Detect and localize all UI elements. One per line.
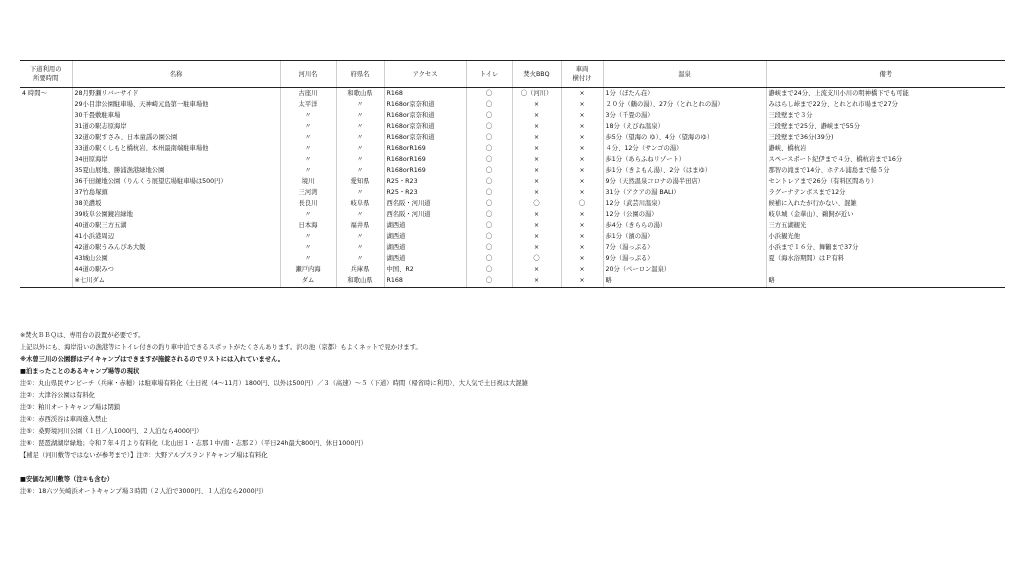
table-row: [20, 254, 1005, 265]
river-cell: 日本海: [280, 221, 336, 232]
access-cell: R25・R23: [384, 188, 466, 199]
river-cell: ダム: [280, 276, 336, 288]
river-cell: 〃: [280, 122, 336, 133]
car-cell: ×: [561, 243, 603, 254]
time-cell: [20, 221, 72, 232]
access-cell: R168: [384, 276, 466, 288]
access-cell: R168orR169: [384, 144, 466, 155]
access-cell: R168: [384, 88, 466, 101]
toilet-cell: 〇: [466, 111, 512, 122]
onsen-cell: 略: [603, 276, 766, 288]
note-line: 注②：大津谷公園は有料化: [20, 392, 95, 399]
onsen-cell: 20分（ベーロン温泉）: [603, 265, 766, 276]
access-cell: R168or京奈和道: [384, 111, 466, 122]
prefecture-cell: 〃: [336, 144, 384, 155]
time-cell: [20, 166, 72, 177]
toilet-cell: 〇: [466, 243, 512, 254]
river-cell: 〃: [280, 166, 336, 177]
car-cell: ×: [561, 100, 603, 111]
toilet-cell: 〇: [466, 133, 512, 144]
car-cell: ×: [561, 210, 603, 221]
river-cell: 境川: [280, 177, 336, 188]
notes-cell: 略: [766, 276, 1005, 288]
onsen-cell: 3分（千畳の湯）: [603, 111, 766, 122]
time-cell: [20, 232, 72, 243]
prefecture-cell: 〃: [336, 210, 384, 221]
prefecture-cell: 〃: [336, 166, 384, 177]
river-cell: 〃: [280, 111, 336, 122]
name-cell: ※七川ダム: [72, 276, 280, 288]
notes-cell: スペースポート紀伊まで４分、橋杭岩まで16分: [766, 155, 1005, 166]
onsen-cell: 歩1分（きよもん湯）、2分（はまゆ）: [603, 166, 766, 177]
header-onsen: 温泉: [603, 61, 766, 88]
toilet-cell: 〇: [466, 232, 512, 243]
onsen-cell: 歩1分（濱の湯）: [603, 232, 766, 243]
prefecture-cell: 〃: [336, 100, 384, 111]
bbq-cell: ×: [512, 276, 561, 288]
bbq-cell: 〇: [512, 199, 561, 210]
spreadsheet: [20, 60, 1005, 288]
toilet-cell: 〇: [466, 144, 512, 155]
river-cell: 〃: [280, 232, 336, 243]
onsen-cell: 12分（武芸川温泉）: [603, 199, 766, 210]
toilet-cell: 〇: [466, 166, 512, 177]
table-row: [20, 155, 1005, 166]
notes-cell: みはらし峠まで22分、とれとれ市場まで27分: [766, 100, 1005, 111]
access-cell: 中国、R2: [384, 265, 466, 276]
access-cell: R168orR169: [384, 155, 466, 166]
table-row: [20, 88, 1005, 101]
bbq-cell: ×: [512, 122, 561, 133]
name-cell: 37竹島塚頭: [72, 188, 280, 199]
time-cell: [20, 133, 72, 144]
name-cell: 34田原海岸: [72, 155, 280, 166]
onsen-cell: 1分（ぼたん荘）: [603, 88, 766, 101]
note-line: ■安価な河川敷等（注①も含む）: [20, 476, 114, 483]
river-cell: 〃: [280, 254, 336, 265]
river-cell: 〃: [280, 144, 336, 155]
access-cell: R25・R23: [384, 177, 466, 188]
name-cell: 30千畳敷駐車場: [72, 111, 280, 122]
prefecture-cell: 和歌山県: [336, 88, 384, 101]
bbq-cell: ×: [512, 188, 561, 199]
bbq-cell: ×: [512, 177, 561, 188]
river-cell: 〃: [280, 155, 336, 166]
notes-cell: ラグーナテンボスまで12分: [766, 188, 1005, 199]
access-cell: 湖西道: [384, 243, 466, 254]
note-line: 注③：粕川オートキャンプ場は閉鎖: [20, 404, 121, 411]
car-cell: ×: [561, 265, 603, 276]
note-line: 注⑧：18六ツ矢崎浜オートキャンプ場３時間（２人泊で3000円、１人泊なら2000円）: [20, 488, 268, 495]
prefecture-cell: 兵庫県: [336, 265, 384, 276]
header-car: 車両 横付け: [561, 61, 603, 88]
time-cell: [20, 100, 72, 111]
river-cell: 三河湾: [280, 188, 336, 199]
bbq-cell: ×: [512, 243, 561, 254]
bbq-cell: ×: [512, 166, 561, 177]
car-cell: ×: [561, 188, 603, 199]
time-cell: [20, 276, 72, 288]
table-row: [20, 144, 1005, 155]
notes-cell: 三段壁まで25分、瀞峡まで55分: [766, 122, 1005, 133]
note-line: 注⑤：桑野境河川公園（１日／人1000円、２人泊なら4000円）: [20, 428, 203, 435]
bbq-cell: 〇: [512, 254, 561, 265]
toilet-cell: 〇: [466, 88, 512, 101]
prefecture-cell: 愛知県: [336, 177, 384, 188]
car-cell: ×: [561, 166, 603, 177]
name-cell: 35夏山展地、勝浦漁港緑地公園: [72, 166, 280, 177]
name-cell: 28月野瀬リバーサイド: [72, 88, 280, 101]
name-cell: 43城山公園: [72, 254, 280, 265]
car-cell: ×: [561, 254, 603, 265]
time-cell: [20, 188, 72, 199]
note-line: 【補足（河川敷等ではないが参考まで）】注⑦：大野アルプスランドキャンプ場は有料化: [20, 452, 268, 459]
table-row: [20, 188, 1005, 199]
onsen-cell: 31分（アクアの湯 BALI）: [603, 188, 766, 199]
toilet-cell: 〇: [466, 188, 512, 199]
header-toilet: トイレ: [466, 61, 512, 88]
access-cell: 湖西道: [384, 221, 466, 232]
prefecture-cell: 〃: [336, 254, 384, 265]
note-line: ■泊まったことのあるキャンプ場等の現状: [20, 368, 140, 375]
toilet-cell: 〇: [466, 276, 512, 288]
prefecture-cell: 福井県: [336, 221, 384, 232]
name-cell: 32道の駅すさみ、日本童謡の園公園: [72, 133, 280, 144]
header-bbq: 焚火BBQ: [512, 61, 561, 88]
car-cell: ×: [561, 221, 603, 232]
notes-cell: [766, 265, 1005, 276]
onsen-cell: 18分（えびね温泉）: [603, 122, 766, 133]
bbq-cell: ×: [512, 232, 561, 243]
onsen-cell: 12分（公園の湯）: [603, 210, 766, 221]
header-notes: 備考: [766, 61, 1005, 88]
time-cell: [20, 265, 72, 276]
onsen-cell: 9分（湯っぷる）: [603, 254, 766, 265]
bbq-cell: ×: [512, 133, 561, 144]
toilet-cell: 〇: [466, 221, 512, 232]
header-prefecture: 府県名: [336, 61, 384, 88]
name-cell: 44道の駅みつ: [72, 265, 280, 276]
car-cell: ×: [561, 88, 603, 101]
toilet-cell: 〇: [466, 199, 512, 210]
name-cell: 38美濃坂: [72, 199, 280, 210]
river-cell: 太平洋: [280, 100, 336, 111]
toilet-cell: 〇: [466, 210, 512, 221]
toilet-cell: 〇: [466, 254, 512, 265]
prefecture-cell: 〃: [336, 122, 384, 133]
car-cell: ×: [561, 144, 603, 155]
time-cell: [20, 155, 72, 166]
notes-cell: 那智の滝まで14分、ホテル浦島まで船５分: [766, 166, 1005, 177]
header-access: アクセス: [384, 61, 466, 88]
name-cell: 41小浜港周辺: [72, 232, 280, 243]
car-cell: ×: [561, 111, 603, 122]
access-cell: R168or京奈和道: [384, 100, 466, 111]
onsen-cell: 9分（天然温泉コロナの湯半田店）: [603, 177, 766, 188]
access-cell: 湖西道: [384, 232, 466, 243]
notes-cell: 瀞峡まで24分、上流支川小川の明神橋下でも可能: [766, 88, 1005, 101]
toilet-cell: 〇: [466, 155, 512, 166]
note-line: 注④：赤西渓谷は車両進入禁止: [20, 416, 108, 423]
bbq-cell: ×: [512, 100, 561, 111]
notes-cell: 瀞峡、橋杭岩: [766, 144, 1005, 155]
note-line: 注⑥：琵琶湖湖岸緑地；令和７年４月より有料化（北山田１・志那１中/南・志那２）（平日24h最大800円、休日1000円）: [20, 440, 367, 447]
car-cell: ×: [561, 232, 603, 243]
table-row: [20, 221, 1005, 232]
notes-cell: 夏（海水浴期間）はＰ有料: [766, 254, 1005, 265]
notes-cell: 候補に入れたが行かない、混雑: [766, 199, 1005, 210]
table-row: [20, 100, 1005, 111]
campsite-table: [20, 60, 1005, 288]
bbq-cell: ×: [512, 265, 561, 276]
bbq-cell: ×: [512, 210, 561, 221]
notes-section: [20, 330, 1005, 498]
river-cell: 長良川: [280, 199, 336, 210]
bbq-cell: 〇（河川）: [512, 88, 561, 101]
time-cell: [20, 111, 72, 122]
river-cell: 古座川: [280, 88, 336, 101]
time-cell: 4 時間〜: [22, 90, 47, 98]
name-cell: 36千田鏡地公園（りんくう展望広場駐車場は500円）: [72, 177, 280, 188]
notes-cell: 三段壁まで36分(39分): [766, 133, 1005, 144]
header-row: [20, 61, 1005, 88]
time-cell: [20, 122, 72, 133]
notes-cell: 三段壁まで３分: [766, 111, 1005, 122]
prefecture-cell: 和歌山県: [336, 276, 384, 288]
prefecture-cell: 〃: [336, 188, 384, 199]
notes-cell: 小浜観光他: [766, 232, 1005, 243]
prefecture-cell: 〃: [336, 111, 384, 122]
table-row: [20, 166, 1005, 177]
access-cell: R168or京奈和道: [384, 122, 466, 133]
car-cell: ×: [561, 276, 603, 288]
table-row: [20, 265, 1005, 276]
time-cell: [20, 243, 72, 254]
toilet-cell: 〇: [466, 265, 512, 276]
table-row: [20, 199, 1005, 210]
onsen-cell: 7分（湯っぷる）: [603, 243, 766, 254]
header-river: 河川名: [280, 61, 336, 88]
time-cell: [20, 210, 72, 221]
table-row: [20, 133, 1005, 144]
note-line: 上記以外にも、海岸沿いの漁港等にトイレ付きの釣り車中泊できるスポットがたくさんあります。沢の池（京都）もよくネットで見かけます。: [20, 344, 422, 351]
river-cell: 〃: [280, 243, 336, 254]
notes-cell: 小浜まで１６分、舞鶴まで37分: [766, 243, 1005, 254]
river-cell: 瀬戸内海: [280, 265, 336, 276]
note-line: ※焚火ＢＢＱは、専用台の設置が必要です。: [20, 332, 145, 339]
prefecture-cell: 岐阜県: [336, 199, 384, 210]
onsen-cell: 歩4分（きららの湯）: [603, 221, 766, 232]
car-cell: 〇: [561, 199, 603, 210]
bbq-cell: ×: [512, 155, 561, 166]
bbq-cell: ×: [512, 111, 561, 122]
bbq-cell: ×: [512, 221, 561, 232]
header-name: 名称: [72, 61, 280, 88]
name-cell: 39岐阜公園鏡岩緑地: [72, 210, 280, 221]
access-cell: 西名阪・河川道: [384, 210, 466, 221]
table-row: [20, 243, 1005, 254]
toilet-cell: 〇: [466, 100, 512, 111]
name-cell: 33道の駅くしもと橋杭岩、本州最南端駐車場他: [72, 144, 280, 155]
table-row: [20, 210, 1005, 221]
name-cell: 31道の駅志原海岸: [72, 122, 280, 133]
header-time: 下道利用の 所要時間: [20, 61, 72, 88]
river-cell: 〃: [280, 133, 336, 144]
car-cell: ×: [561, 133, 603, 144]
car-cell: ×: [561, 122, 603, 133]
toilet-cell: 〇: [466, 122, 512, 133]
access-cell: 西名阪・河川道: [384, 199, 466, 210]
onsen-cell: 歩1分（あらふねリゾート）: [603, 155, 766, 166]
river-cell: 〃: [280, 210, 336, 221]
bbq-cell: ×: [512, 144, 561, 155]
note-line: 注①：丸山県民サンビーチ（兵庫・赤穂）は駐車場有料化（土日祝（4〜11月）1800円、以外は500円）／３（高速）〜５（下道）時間（帰省時に利用）、大人気で土日祝は大混雑: [20, 380, 528, 387]
time-cell: [20, 254, 72, 265]
onsen-cell: ２０分（鶴の湯）、27分（とれとれの湯）: [603, 100, 766, 111]
note-line: ※木曽三川の公園群はデイキャンプはできますが施錠されるのでリストには入れていません。: [20, 356, 285, 363]
table-row: [20, 122, 1005, 133]
table-row: [20, 276, 1005, 288]
prefecture-cell: 〃: [336, 133, 384, 144]
time-cell: [20, 177, 72, 188]
onsen-cell: ４分、12分（サンゴの湯）: [603, 144, 766, 155]
onsen-cell: 歩5分（望海の ゆ）、4分（望海のゆ）: [603, 133, 766, 144]
notes-cell: 三方五湖観光: [766, 221, 1005, 232]
notes-cell: セントレアまで26分（有料区間あり）: [766, 177, 1005, 188]
prefecture-cell: 〃: [336, 243, 384, 254]
prefecture-cell: 〃: [336, 155, 384, 166]
car-cell: ×: [561, 155, 603, 166]
access-cell: R168orR169: [384, 166, 466, 177]
toilet-cell: 〇: [466, 177, 512, 188]
table-row: [20, 111, 1005, 122]
name-cell: 42道の駅うみんぴあ大飯: [72, 243, 280, 254]
access-cell: 湖西道: [384, 254, 466, 265]
notes-cell: 岐阜城（金華山）、鵜飼が近い: [766, 210, 1005, 221]
name-cell: 40道の駅三方五湖: [72, 221, 280, 232]
time-cell: [20, 199, 72, 210]
time-cell: [20, 144, 72, 155]
table-row: [20, 232, 1005, 243]
table-row: [20, 177, 1005, 188]
prefecture-cell: 〃: [336, 232, 384, 243]
table-body: [20, 88, 1005, 288]
name-cell: 29小目津公園駐車場、天神崎元島第一駐車場他: [72, 100, 280, 111]
access-cell: R168or京奈和道: [384, 133, 466, 144]
car-cell: ×: [561, 177, 603, 188]
spacer: [20, 462, 1005, 474]
